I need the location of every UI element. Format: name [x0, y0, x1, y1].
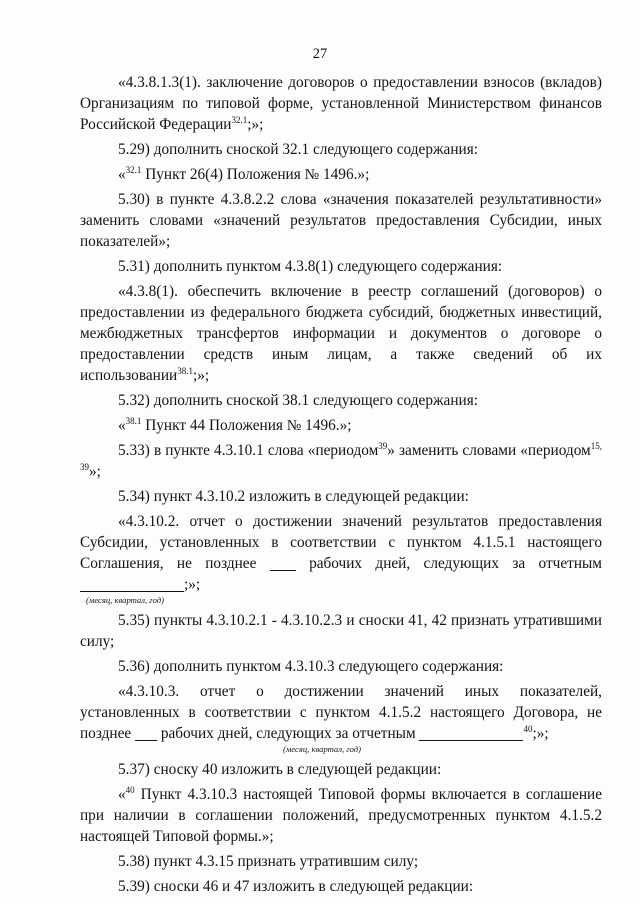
paragraph-4-3-10-2	[80, 511, 602, 574]
period-blank	[419, 726, 523, 741]
footnote-ref: 32.1	[231, 115, 248, 125]
paragraph-tail: ;»;	[532, 725, 549, 742]
period-blank	[80, 577, 184, 592]
paragraph-text: «4.3.8.1.3(1). заключение договоров о предоставлении взносов (вкладов) Организациям по типовой форме, установленной Министерством финансов Российской Федерации	[80, 74, 602, 133]
item-text-c: »;	[89, 463, 101, 480]
footnote-32-1-text	[80, 164, 602, 185]
footnote-ref: 40	[125, 785, 135, 795]
item-5-32: 5.32) дополнить сноской 38.1 следующего содержания:	[118, 392, 478, 409]
paragraph-text: «4.3.8(1). обеспечить включение в реестр соглашений (договоров) о предоставлении из федерального бюджета субсидий, бюджетных инвестиций, межбюджетных трансфертов информации и документов о договоре о предоставлении средств иным лицам, а также сведений об их использовании	[80, 283, 602, 384]
paragraph-tail: ;»;	[184, 576, 201, 593]
item-5-33	[80, 440, 602, 482]
footnote-38-1-text	[80, 415, 602, 436]
paragraph-text-b: рабочих дней, следующих за отчетным	[160, 725, 416, 742]
days-blank	[270, 556, 296, 571]
footnote-ref: 40	[523, 724, 533, 734]
paragraph-text-b: рабочих дней, следующих за отчетным	[309, 555, 602, 572]
quote-open: «	[118, 417, 126, 434]
paragraph-4-3-8-1	[80, 281, 602, 386]
footnote-ref: 39	[378, 441, 388, 451]
footnote-ref: 15, 39	[80, 441, 602, 472]
item-5-39: 5.39) сноски 46 и 47 изложить в следующей редакции:	[118, 878, 474, 895]
period-caption: (месяц, квартал, год)	[283, 744, 362, 754]
item-5-36: 5.36) дополнить пунктом 4.3.10.3 следующего содержания:	[118, 658, 504, 675]
footnote-text: Пункт 26(4) Положения № 1496.»;	[141, 166, 370, 183]
paragraph-4-3-10-3	[80, 681, 602, 744]
days-blank	[135, 726, 157, 741]
footnote-text: Пункт 4.3.10.3 настоящей Типовой формы включается в соглашение при наличии в соглашении положений, предусмотренных пунктом 4.1.5.2 настоящей Типовой формы.»;	[80, 786, 602, 845]
page-number: 27	[312, 46, 328, 62]
paragraph-4-3-10-2-end	[80, 574, 602, 595]
footnote-ref: 38.1	[125, 416, 142, 426]
footnote-ref: 38.1	[177, 366, 193, 376]
period-caption: (месяц, квартал, год)	[86, 595, 165, 605]
item-5-35: 5.35) пункты 4.3.10.2.1 - 4.3.10.2.3 и сноски 41, 42 признать утратившими силу;	[80, 612, 602, 650]
footnote-ref: 32.1	[125, 165, 142, 175]
item-5-38: 5.38) пункт 4.3.15 признать утратившим силу;	[118, 853, 419, 870]
item-5-31: 5.31) дополнить пунктом 4.3.8(1) следующего содержания:	[118, 258, 503, 275]
footnote-40-text	[80, 784, 602, 847]
paragraph-tail: ;»;	[247, 116, 264, 133]
item-5-30: 5.30) в пункте 4.3.8.2.2 слова «значения показателей результативности» заменить словами «значений результатов предоставления Субсидии, иных показателей»;	[80, 191, 602, 250]
item-text-a: 5.33) в пункте 4.3.10.1 слова «периодом	[118, 442, 379, 459]
item-5-29: 5.29) дополнить сноской 32.1 следующего содержания:	[118, 141, 478, 158]
footnote-text: Пункт 44 Положения № 1496.»;	[141, 417, 352, 434]
paragraph-text-a: «4.3.10.3. отчет о достижении значений иных показателей, установленных в соответствии с пунктом 4.1.5.2 настоящего Договора, не позднее	[80, 683, 602, 742]
paragraph-tail: ;»;	[192, 367, 210, 384]
item-5-37: 5.37) сноску 40 изложить в следующей редакции:	[118, 761, 442, 778]
paragraph-text-a: «4.3.10.2. отчет о достижении значений результатов предоставления Субсидии, установленных в соответствии с пунктом 4.1.5.1 настоящего Соглашения, не позднее	[80, 513, 602, 572]
item-5-34: 5.34) пункт 4.3.10.2 изложить в следующей редакции:	[118, 488, 469, 505]
document-body	[80, 72, 602, 901]
paragraph-4-3-8-1-3	[80, 72, 602, 135]
quote-open: «	[118, 786, 126, 803]
item-text-b: » заменить словами «периодом	[387, 442, 591, 459]
quote-open: «	[118, 166, 126, 183]
